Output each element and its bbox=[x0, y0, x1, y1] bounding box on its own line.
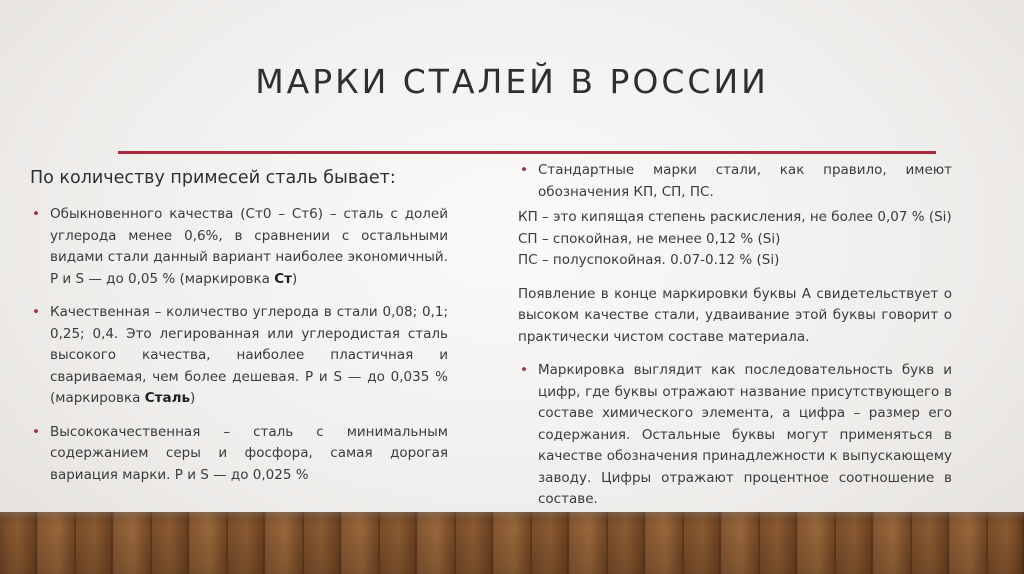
list-item-ordinary bbox=[30, 204, 448, 290]
ps-definition: ПС – полуспокойная. 0.07-0.12 % (Si) bbox=[518, 252, 780, 268]
kp-definition: КП – это кипящая степень раскисления, не более 0,07 % (Si) bbox=[518, 209, 952, 225]
item-text: Качественная – количество углерода в стали 0,08; 0,1; 0,25; 0,4. Это легированная или углеродистая сталь высокого качества, наиболее пластичная и свариваемая, чем более дешевая. Р и S — до 0,035 % (маркировка bbox=[50, 304, 448, 406]
item-suffix: ) bbox=[291, 270, 298, 287]
list-item-quality bbox=[30, 302, 448, 410]
sp-definition: СП – спокойная, не менее 0,12 % (Si) bbox=[518, 230, 781, 247]
item-bold: Сталь bbox=[144, 390, 191, 406]
left-heading: По количеству примесей сталь бывает: bbox=[30, 168, 396, 188]
left-column bbox=[30, 166, 448, 498]
list-item-high-quality bbox=[30, 422, 448, 487]
item-text: Обыкновенного качества (Ст0 – Ст6) – сталь с долей углерода менее 0,6%, в сравнении с остальными видами стали данный вариант наиболее экономичный. Р и S — до 0,05 % (маркировка bbox=[50, 206, 448, 287]
item-bold: Ст bbox=[274, 270, 292, 287]
slide-title: МАРКИ СТАЛЕЙ В РОССИИ bbox=[255, 62, 769, 102]
item-text: Высококачественная – сталь с минимальным содержанием серы и фосфора, самая дорогая вариация марки. Р и S — до 0,025 % bbox=[50, 423, 448, 483]
list-item-marking-format: • Маркировка выглядит как последовательность букв и цифр, где буквы отражают название присутствующего в составе химического элемента, а цифра – размер его содержания. Остальные буквы могут применяться в качестве обозначения принадлежности к выпускающему заводу. Цифры отражают процентное соотношение в составе. bbox=[518, 360, 952, 511]
title-underline bbox=[118, 151, 936, 154]
item-suffix: ) bbox=[190, 390, 196, 406]
list-item-standard-grades: • Стандартные марки стали, как правило, имеют обозначения КП, СП, ПС. bbox=[518, 160, 952, 203]
letter-a-paragraph: Появление в конце маркировки буквы А свидетельствует о высоком качестве стали, удваивание этой буквы говорит о практически чистом составе материала. bbox=[518, 285, 952, 345]
right-column bbox=[518, 160, 952, 523]
